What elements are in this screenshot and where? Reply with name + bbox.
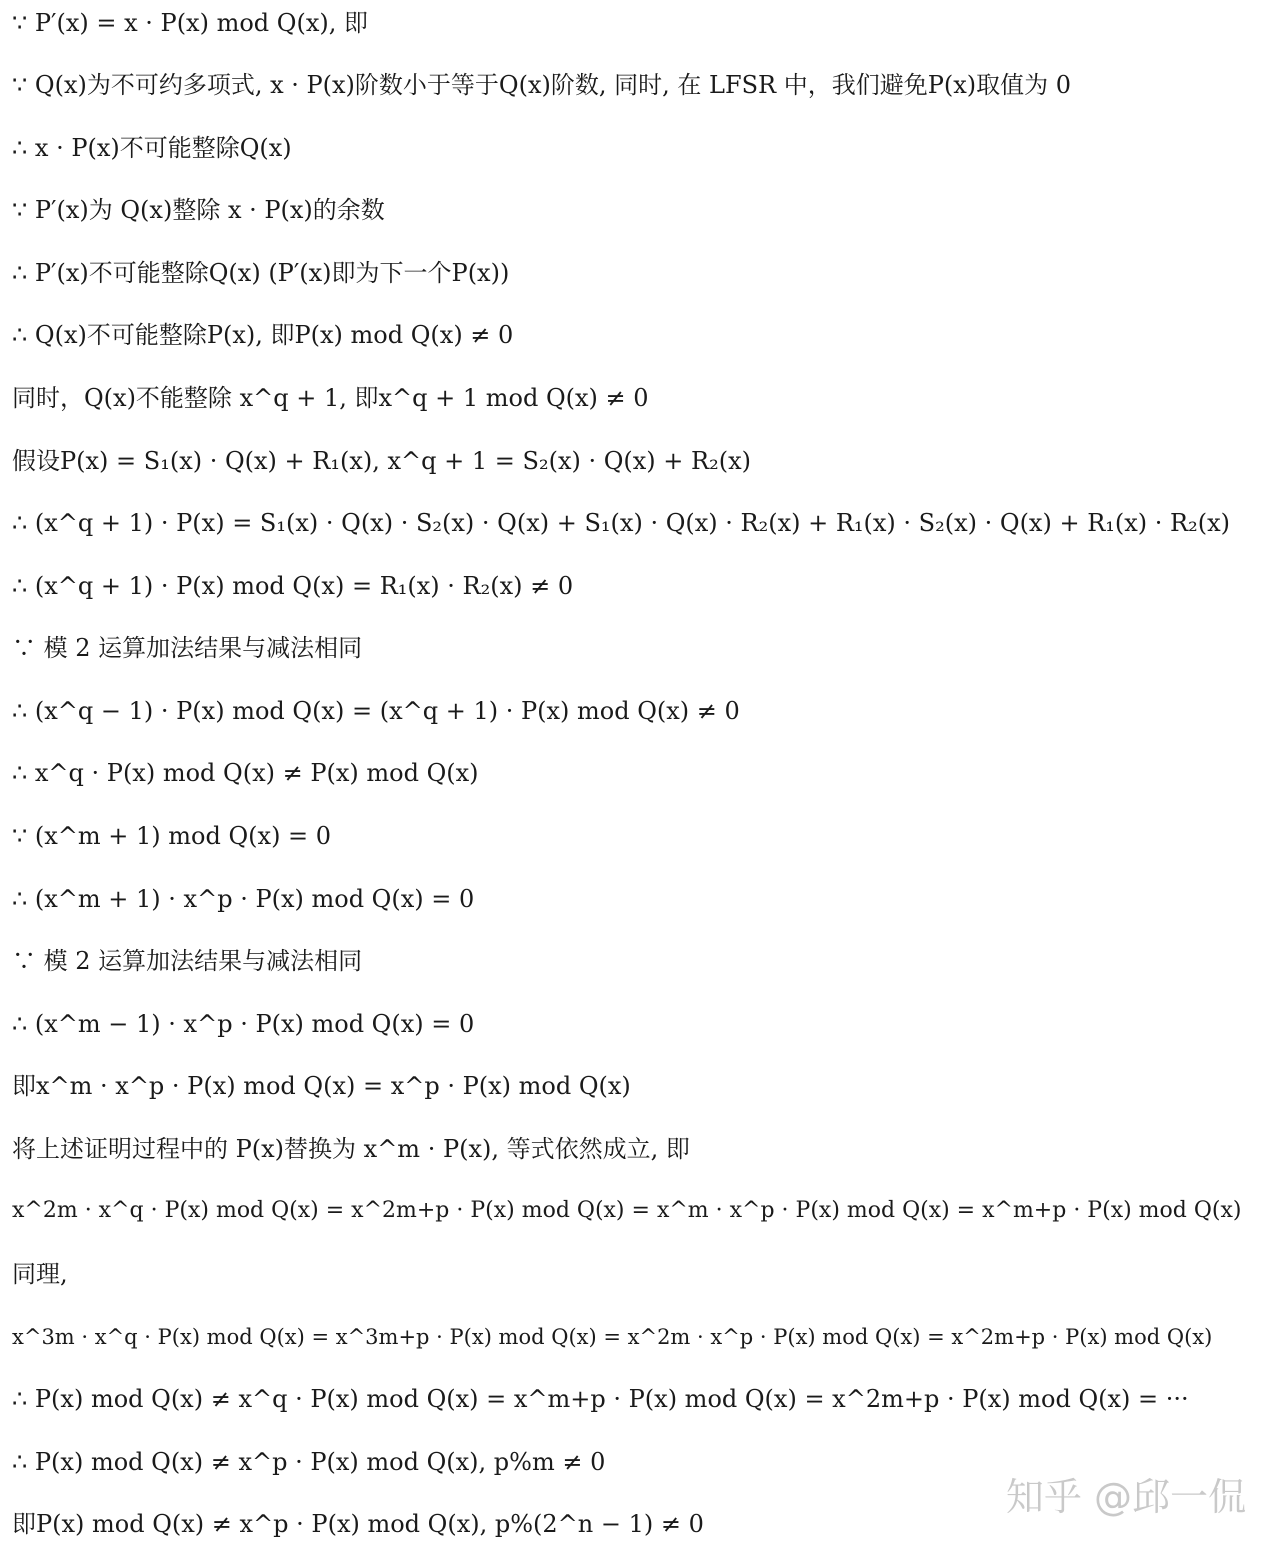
watermark: 知乎 @邱一侃 [1005,1475,1246,1519]
proof-line: 即x^m · x^p · P(x) mod Q(x) = x^p · P(x) mod Q(x) [12,1072,631,1100]
proof-line: 同时，Q(x)不能整除 x^q + 1, 即x^q + 1 mod Q(x) ≠ 0 [12,384,649,412]
proof-line: ∴ Q(x)不可能整除P(x), 即P(x) mod Q(x) ≠ 0 [12,321,514,349]
proof-line: ∴ (x^m − 1) · x^p · P(x) mod Q(x) = 0 [12,1010,475,1038]
proof-line: x^2m · x^q · P(x) mod Q(x) = x^2m+p · P(x) mod Q(x) = x^m · x^p · P(x) mod Q(x) = x^m+p · P(x) mod Q(x) [12,1198,1242,1223]
proof-line: ∵ Q(x)为不可约多项式, x · P(x)阶数小于等于Q(x)阶数, 同时, 在 LFSR 中，我们避免P(x)取值为 0 [12,71,1072,99]
proof-line: 同理, [12,1260,68,1288]
proof-line: ∴ (x^m + 1) · x^p · P(x) mod Q(x) = 0 [12,885,475,913]
proof-line: ∵ P′(x) = x · P(x) mod Q(x), 即 [12,9,368,37]
proof-line: ∴ (x^q + 1) · P(x) = S₁(x) · Q(x) · S₂(x) · Q(x) + S₁(x) · Q(x) · R₂(x) + R₁(x) · S₂(x) · Q(x) + R₁(x) · R₂(x) [12,509,1230,537]
proof-line: ∵ 模 2 运算加法结果与减法相同 [12,947,363,975]
proof-line: ∴ P(x) mod Q(x) ≠ x^p · P(x) mod Q(x), p%m ≠ 0 [12,1448,606,1476]
proof-line: 即P(x) mod Q(x) ≠ x^p · P(x) mod Q(x), p%(2^n − 1) ≠ 0 [12,1510,704,1538]
proof-line: ∴ (x^q + 1) · P(x) mod Q(x) = R₁(x) · R₂(x) ≠ 0 [12,572,574,600]
proof-line: ∴ x · P(x)不可能整除Q(x) [12,134,292,162]
proof-line: x^3m · x^q · P(x) mod Q(x) = x^3m+p · P(x) mod Q(x) = x^2m · x^p · P(x) mod Q(x) = x^2m+p · P(x) mod Q(x) [12,1325,1213,1349]
proof-line: 假设P(x) = S₁(x) · Q(x) + R₁(x), x^q + 1 = S₂(x) · Q(x) + R₂(x) [12,447,751,475]
proof-line: ∴ x^q · P(x) mod Q(x) ≠ P(x) mod Q(x) [12,759,479,787]
proof-line: ∴ P′(x)不可能整除Q(x) (P′(x)即为下一个P(x)) [12,259,510,287]
proof-line: ∵ 模 2 运算加法结果与减法相同 [12,634,363,662]
proof-line: ∴ (x^q − 1) · P(x) mod Q(x) = (x^q + 1) · P(x) mod Q(x) ≠ 0 [12,697,740,725]
proof-line: ∵ P′(x)为 Q(x)整除 x · P(x)的余数 [12,196,385,224]
proof-line: ∵ (x^m + 1) mod Q(x) = 0 [12,822,332,850]
proof-line: ∴ P(x) mod Q(x) ≠ x^q · P(x) mod Q(x) = x^m+p · P(x) mod Q(x) = x^2m+p · P(x) mod Q(x) = ··· [12,1385,1189,1413]
proof-line: 将上述证明过程中的 P(x)替换为 x^m · P(x), 等式依然成立, 即 [12,1135,690,1163]
